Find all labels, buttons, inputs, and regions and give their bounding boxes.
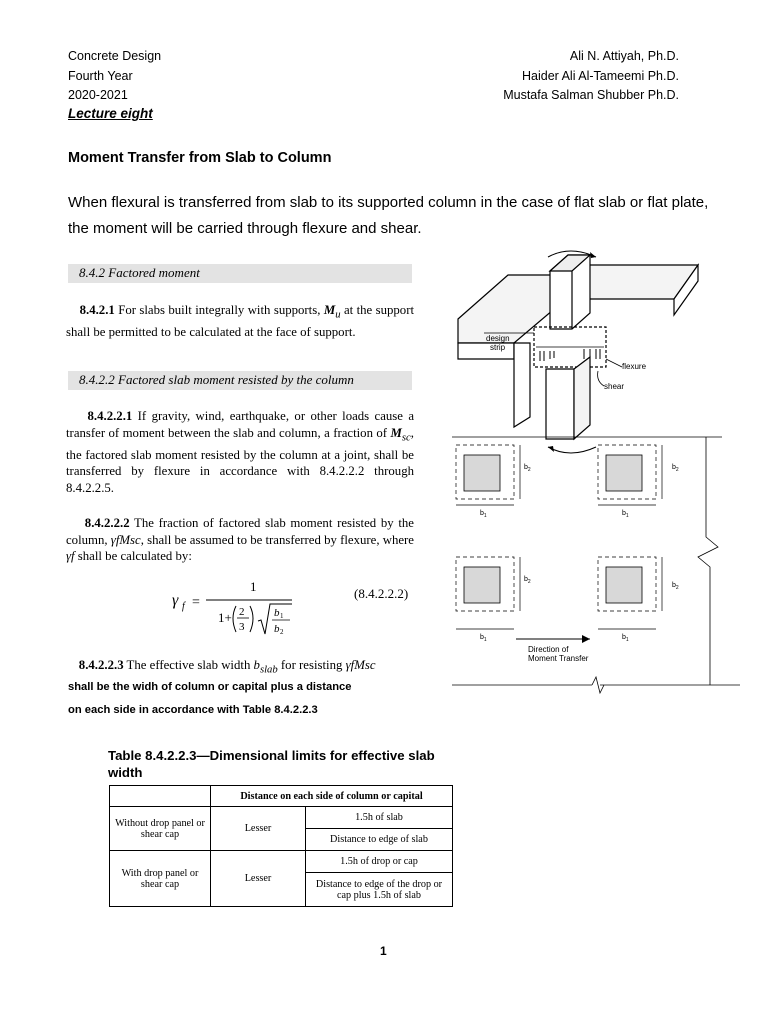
clause-number: 8.4.2.2.3	[78, 658, 124, 672]
table-cell: 1.5h of slab	[306, 807, 453, 829]
formula-paren-left	[233, 606, 236, 632]
label-b1	[480, 510, 487, 519]
clause-8-4-2-2-3	[66, 657, 414, 679]
formula-b-bottom-sub: 2	[280, 628, 284, 636]
formula-three: 3	[239, 621, 245, 633]
label-b2	[672, 582, 679, 591]
label-direction-2: Moment Transfer	[528, 654, 589, 663]
flexure-leader	[606, 359, 622, 367]
column-square	[606, 455, 642, 491]
clause-text: If gravity, wind, earthquake, or other loads cause a transfer of moment between the slab and column, a fraction of	[66, 409, 414, 440]
column-square	[464, 455, 500, 491]
formula-b-top: b	[274, 607, 280, 619]
page-number: 1	[380, 944, 387, 958]
course-year: Fourth Year	[68, 68, 133, 83]
section-bar-title: 8.4.2 Factored moment	[79, 265, 200, 280]
columns	[464, 455, 642, 603]
clause-number: 8.4.2.2.2	[84, 516, 130, 530]
label-b: b	[480, 634, 484, 641]
header-left	[68, 47, 161, 106]
formula-equals: =	[192, 595, 200, 610]
symbol-sub: u	[335, 309, 341, 321]
clause-number: 8.4.2.1	[79, 303, 115, 317]
table-corner	[110, 786, 211, 807]
label-b: b	[622, 510, 626, 517]
academic-session: 2020-2021	[68, 88, 128, 102]
symbol-m: M	[323, 303, 336, 317]
formula-gamma-sub: f	[182, 601, 185, 612]
section-bar-8-4-2	[68, 264, 412, 283]
label-b: b	[672, 464, 676, 471]
label-sub: 2	[675, 585, 679, 591]
author-1: Ali N. Attiyah, Ph.D.	[569, 49, 679, 63]
formula-paren-right	[250, 606, 253, 632]
table-header-row	[110, 786, 453, 807]
label-flexure: flexure	[622, 362, 647, 371]
table-case: With drop panel or shear cap	[110, 851, 211, 907]
clause-continuation-2: on each side in accordance with Table 8.4.2.2.3	[68, 704, 318, 716]
moment-arrow-bottom	[548, 447, 596, 453]
symbol-sub: sc	[401, 432, 411, 444]
symbol-sub: slab	[259, 664, 278, 676]
clause-text: at the support shall be permitted to be calculated at the face of support.	[66, 303, 415, 340]
clause-text: , shall be assumed to be transferred by flexure, where	[140, 532, 414, 547]
symbol-b: b	[253, 658, 260, 672]
flexure-arrows	[540, 349, 600, 361]
label-sub: 2	[527, 579, 531, 585]
arrow-head	[548, 446, 554, 452]
gamma-f-formula	[170, 576, 420, 646]
table-case: Without drop panel or shear cap	[110, 807, 211, 851]
table-cell: 1.5h of drop or cap	[306, 851, 453, 873]
table-title: Table 8.4.2.2.3—Dimensional limits for effective slab width	[108, 748, 435, 780]
formula-ref: (8.4.2.2.2)	[354, 586, 409, 601]
clause-text: For slabs built integrally with supports,	[114, 303, 324, 317]
formula-one-plus: 1+	[218, 610, 232, 625]
label-sub: 1	[625, 637, 629, 643]
table-cell: Distance to edge of the drop or cap plus 1.5h of slab	[306, 873, 453, 907]
symbol-gamma: γf	[66, 549, 75, 564]
label-sub: 1	[483, 513, 487, 519]
section-title: Moment Transfer from Slab to Column	[68, 150, 332, 166]
column-square	[606, 567, 642, 603]
clause-text: shall be calculated by:	[74, 549, 192, 564]
label-b2	[524, 464, 531, 473]
course-name: Concrete Design	[68, 49, 162, 63]
column-lower	[546, 369, 574, 439]
formula-two: 2	[239, 606, 245, 618]
author-2: Haider Ali Al-Tameemi Ph.D.	[521, 68, 679, 83]
label-b1	[622, 634, 629, 643]
table-row	[110, 851, 453, 873]
column-square	[464, 567, 500, 603]
label-sub: 1	[625, 513, 629, 519]
label-b1	[480, 634, 487, 643]
plan-view	[452, 437, 740, 693]
arrow-head	[590, 252, 596, 258]
clause-number: 8.4.2.2.1	[87, 409, 133, 423]
label-sub: 2	[675, 467, 679, 473]
plan-right-break	[698, 437, 718, 685]
table-cell: Distance to edge of slab	[306, 829, 453, 851]
clause-text: The effective slab width	[123, 658, 254, 672]
table-rule: Lesser	[211, 851, 306, 907]
label-b1	[622, 510, 629, 519]
slab-front-edge	[514, 343, 530, 427]
clause-8-4-2-2-2	[66, 515, 414, 565]
author-3: Mustafa Salman Shubber Ph.D.	[503, 88, 679, 102]
clause-8-4-2-1	[66, 302, 414, 341]
label-sub: 2	[527, 467, 531, 473]
label-b: b	[524, 464, 528, 471]
label-b2	[524, 576, 531, 585]
moment-transfer-figure	[450, 247, 740, 697]
intro-paragraph: When flexural is transferred from slab to its supported column in the case of flat slab or flat plate, the moment will be carried through flexure and shear.	[68, 194, 709, 237]
symbol-gamma-m: γfMsc	[345, 658, 376, 672]
lecture-label: Lecture eight	[68, 106, 153, 121]
column-lower-side	[574, 357, 590, 439]
table-row	[110, 807, 453, 829]
label-design: design	[486, 334, 510, 343]
clause-text: The fraction of factored slab moment resisted by the column,	[66, 516, 414, 547]
clause-text: for resisting	[277, 658, 346, 672]
label-b: b	[480, 510, 484, 517]
table-rule: Lesser	[211, 807, 306, 851]
formula-gamma: γ	[172, 592, 179, 609]
label-direction-1: Direction of	[528, 645, 569, 654]
header-authors	[503, 47, 679, 106]
formula-numerator: 1	[250, 579, 257, 594]
slab-edge-left	[458, 343, 514, 359]
clause-8-4-2-2-1	[66, 408, 414, 497]
table-header: Distance on each side of column or capital	[211, 786, 453, 807]
section-bar-8-4-2-2	[68, 371, 412, 390]
clause-text: , the factored slab moment resisted by the column at a joint, shall be transferred by flexure in accordance with 8.4.2.2.2 through 8.4.2.2.5.	[66, 425, 414, 495]
label-b: b	[672, 582, 676, 589]
symbol-m: M	[390, 425, 402, 440]
label-b2	[672, 464, 679, 473]
clause-continuation-1: shall be the widh of column or capital plus a distance	[68, 681, 352, 693]
arrow-head	[582, 635, 590, 643]
label-sub: 1	[483, 637, 487, 643]
formula-b-top-sub: 1	[280, 612, 284, 620]
label-b: b	[622, 634, 626, 641]
section-bar-title: 8.4.2.2 Factored slab moment resisted by the column	[79, 372, 354, 387]
dimensional-limits-table	[109, 785, 453, 907]
symbol-gamma-m: γfMsc	[110, 532, 141, 547]
label-strip: strip	[490, 343, 506, 352]
label-b: b	[524, 576, 528, 583]
label-shear: shear	[604, 382, 625, 391]
formula-b-bottom: b	[274, 623, 280, 635]
